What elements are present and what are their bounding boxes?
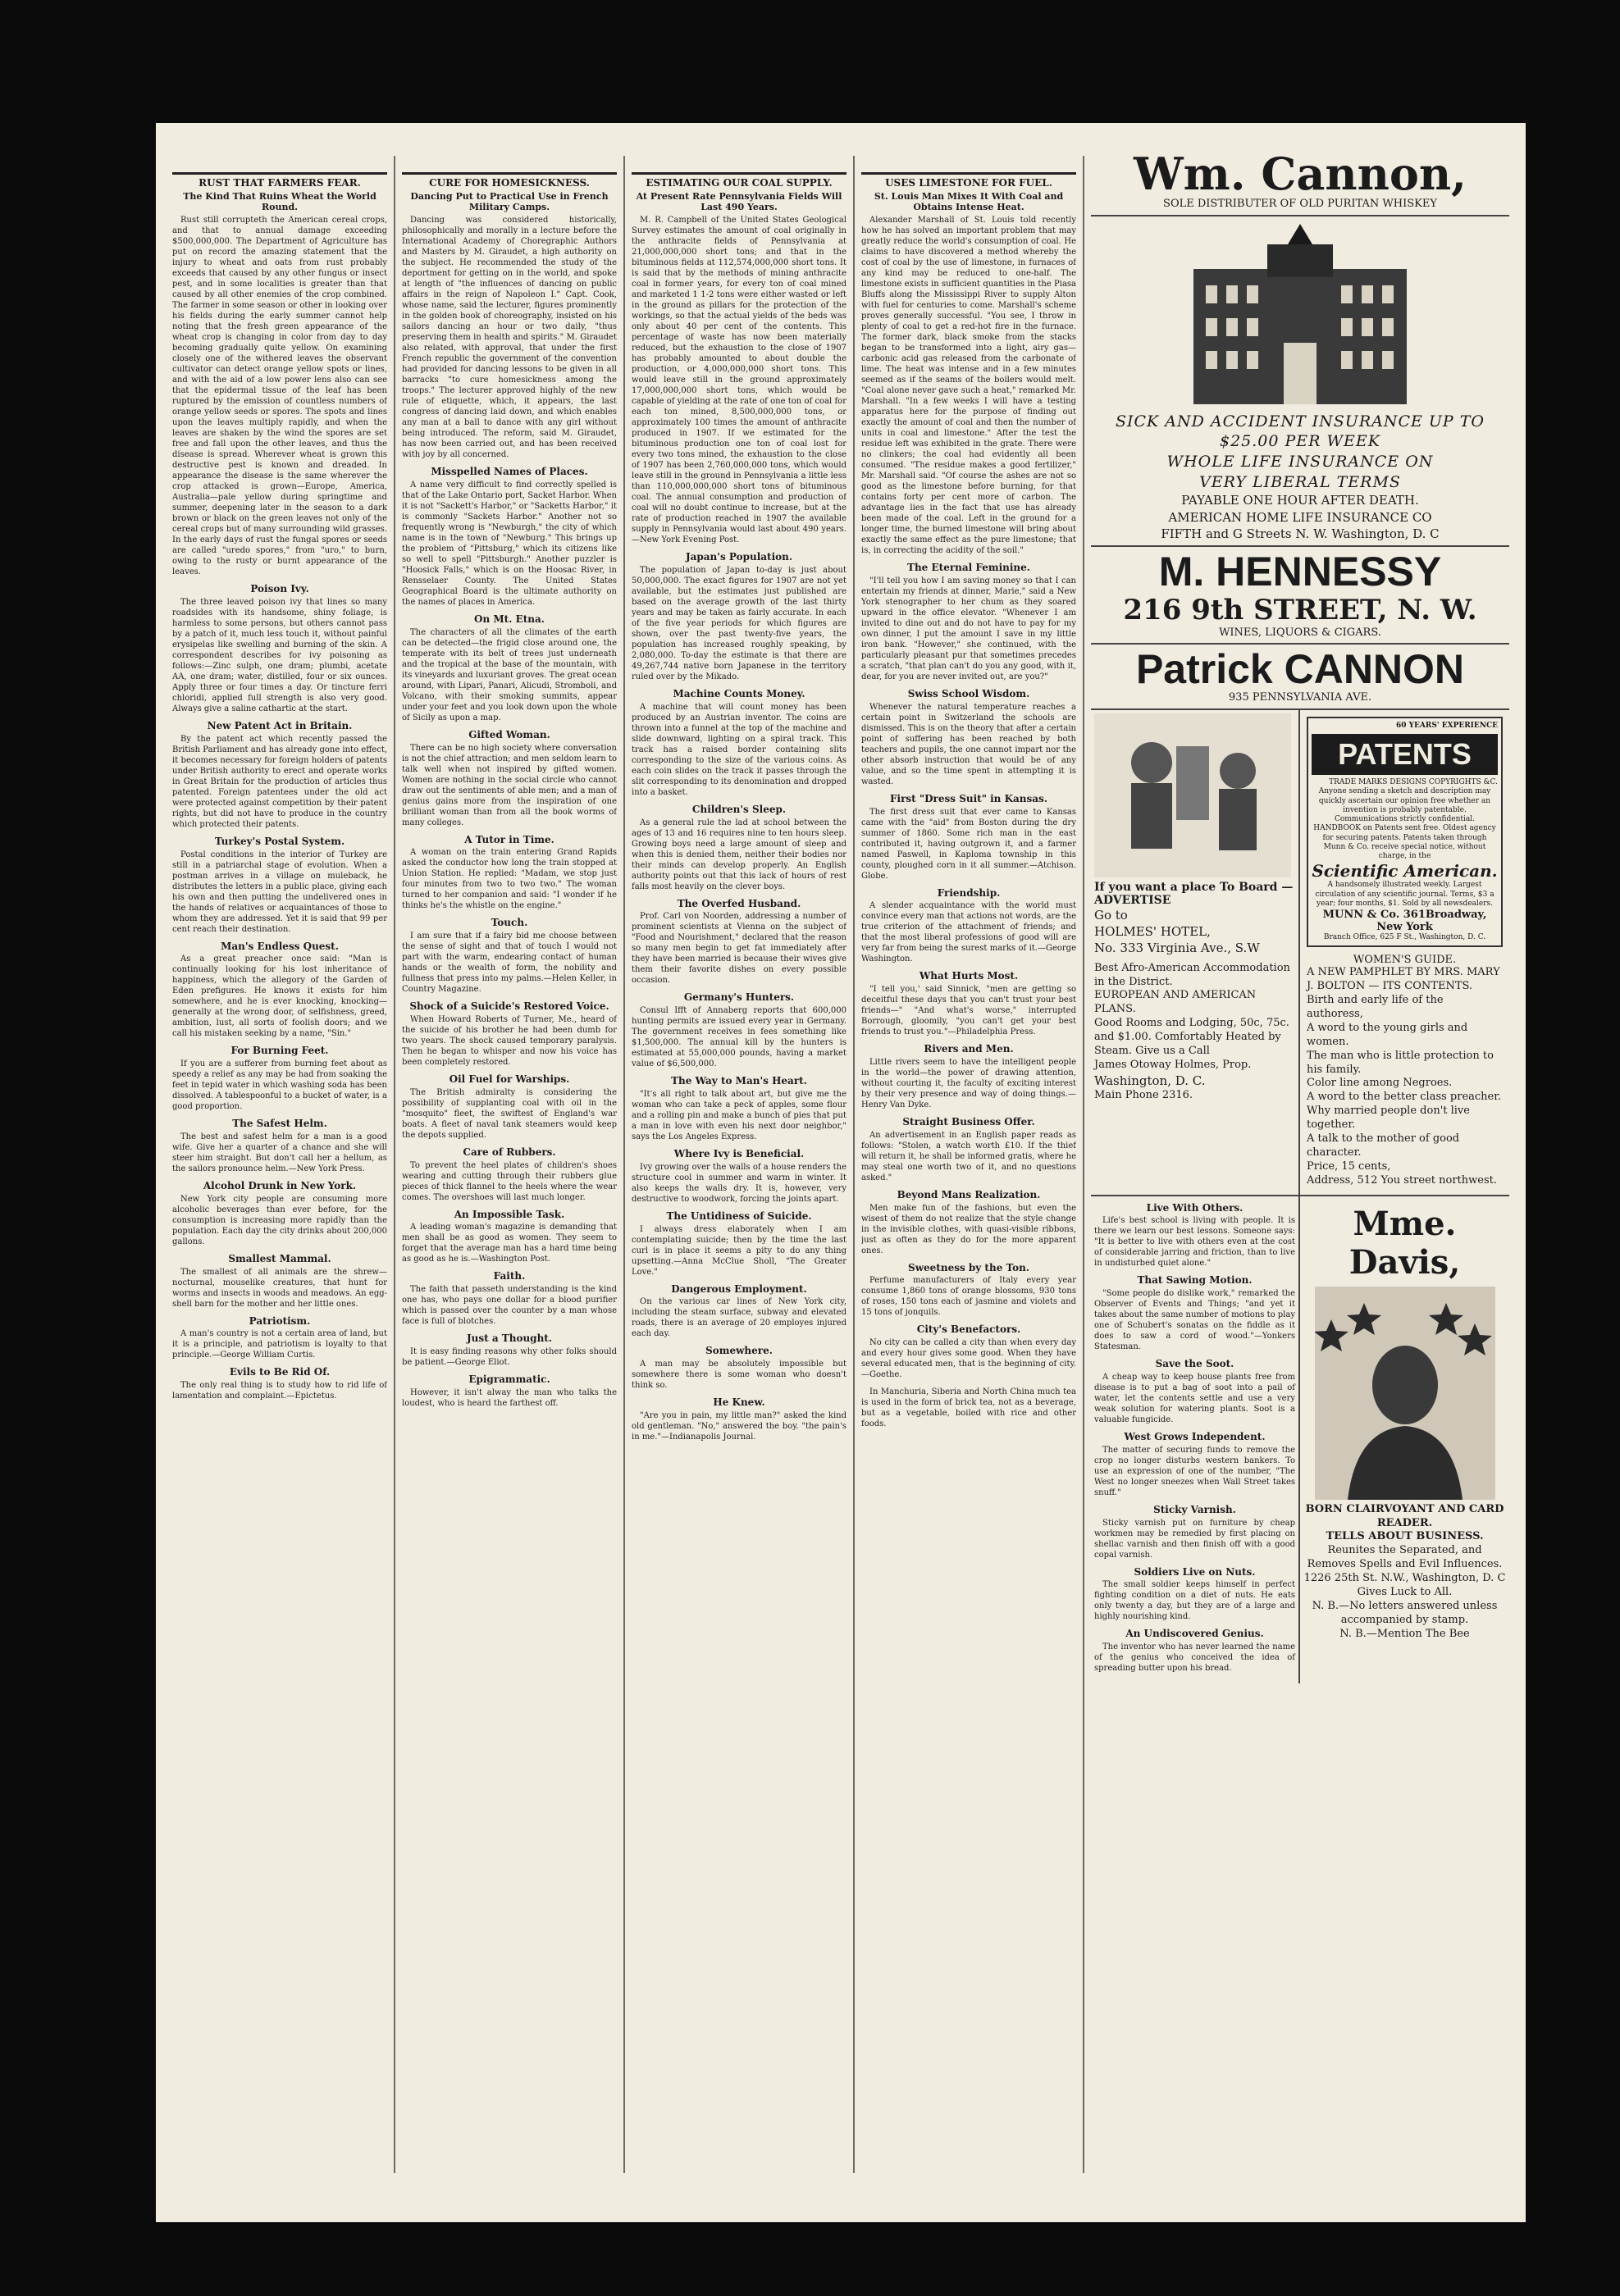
article-body: Sticky varnish put on furniture by cheap workmen may be remedied by first placing on shellac varnish and then finish off with a good copal varnish. <box>1094 1518 1295 1560</box>
article-headline: A Tutor in Time. <box>464 833 554 845</box>
article-body: Dancing was considered historically, philosophically and morally in a lecture before the International Academy of Choregraphic Authors and Masters by M. Giraudet, a high authority on the subject. He recommended the study of the deportment for getting on in the world, and spoke at length of "the influences of dancing on public affairs in the reign of Napoleon I." Capt. Cook, whose name, said the lecturer, figures prominently in the golden book of choreography, insisted on his sailors dancing an hour or two daily, "thus preserving them in health and spirits." M. Giraudet also related, with approval, that under the first French republic the government of the convention had provided for dancing lessons to be given in all barracks "to cure homesickness among the troops." The lecturer approved highly of the new rule of etiquette, which, it appears, the last congress of dancing laid down, and which enables any man at a ball to dance with any girl without being introduced. The reform, said M. Giraudet, has now been carried out, and has been received with joy by all concerned. <box>402 216 617 460</box>
article <box>861 689 1076 787</box>
article-body: "I'll tell you how I am saving money so that I can entertain my friends at dinner, Marie," said a New York stenographer to her chum as they soared upward in the office elevator. "Whenever I am invited to dine out and do not have to pay for my own dinner, I put the amount I save in my little iron bank. "However," she continued, with the particularly pleasant pur that sometimes precedes a scratch, "that plan can't do you any good, with it, dear, for you are never invited out, are you?" <box>861 576 1076 681</box>
guide-title: WOMEN'S GUIDE. <box>1353 954 1457 967</box>
holmes-city: Washington, D. C. <box>1094 1073 1206 1088</box>
cannon-line: SOLE DISTRIBUTER OF OLD PURITAN WHISKEY <box>1163 197 1437 210</box>
article <box>1094 1203 1295 1269</box>
article <box>402 178 617 460</box>
article-headline: Save the Soot. <box>1155 1358 1234 1370</box>
article-body: Perfume manufacturers of Italy every year consume 1,860 tons of orange blossoms, 930 tons of roses, 150 tons each of jasmine and violets and 15 tons of jonquils. <box>861 1276 1076 1318</box>
article-body: If you are a sufferer from burning feet about as speedy a relief as any may be had from soaking the feet in tepid water in which washing soda has been dissolved. A tablespoonful to a bucket of water, is a good proportion. <box>172 1059 387 1112</box>
article <box>402 1374 617 1409</box>
article-headline: Sweetness by the Ton. <box>908 1261 1029 1273</box>
holmes-goto: Go to <box>1094 907 1128 922</box>
article-headline: The Eternal Feminine. <box>907 562 1030 574</box>
insurance-line-3: VERY LIBERAL TERMS <box>1199 472 1401 491</box>
article <box>632 552 847 682</box>
article-headline: Turkey's Postal System. <box>214 835 345 847</box>
mme-name: Mme. Davis, <box>1348 1204 1461 1282</box>
article <box>402 918 617 995</box>
article-headline: What Hurts Most. <box>919 970 1019 982</box>
article <box>402 1271 617 1327</box>
mme-line: N. B.—Mention The Bee <box>1339 1627 1470 1640</box>
article <box>1094 1505 1295 1560</box>
article <box>1094 1629 1295 1674</box>
article-headline: Friendship. <box>937 886 1001 899</box>
hennessy-address: 216 9th STREET, N. W. <box>1123 593 1477 626</box>
ad-row <box>1091 710 1509 1195</box>
article-headline: RUST THAT FARMERS FEAR. <box>199 177 361 189</box>
article-headline: Man's Endless Quest. <box>221 940 339 952</box>
article-headline: CURE FOR HOMESICKNESS. <box>429 177 590 189</box>
article-headline: The Overfed Husband. <box>677 897 801 909</box>
article-body: A man may be absolutely impossible but somewhere there is some woman who doesn't think so. <box>632 1360 847 1391</box>
holmes-best: Best Afro-American Accommodation in the District. <box>1094 961 1290 988</box>
article-headline: First "Dress Suit" in Kansas. <box>890 792 1047 804</box>
article-headline: Epigrammatic. <box>468 1373 550 1385</box>
insurance-ad <box>1091 216 1509 548</box>
article <box>861 1190 1076 1256</box>
column-top-rule <box>402 172 617 175</box>
article-headline: Somewhere. <box>705 1345 773 1357</box>
column-top-rule <box>632 172 847 175</box>
article-body: The characters of all the climates of the earth can be detected—the frigid close around one, the temperate with its belt of trees just underneath and the tropical at the base of the mountain, with its vineyards and luxuriant groves. The great ocean around, with Lipari, Panari, Alicudi, Stromboli, and Volcano, with their smoking summits, appear under your feet and you look down upon the whole of Sicily as upon a map. <box>402 627 617 722</box>
mme-line: 1226 25th St. N.W., Washington, D. C <box>1303 1572 1506 1585</box>
article <box>632 178 847 545</box>
article-headline: Children's Sleep. <box>691 803 787 815</box>
article-headline: West Grows Independent. <box>1124 1431 1266 1442</box>
guide-line: The man who is little protection to his family. <box>1307 1049 1494 1076</box>
article-headline: Poison Ivy. <box>250 583 309 595</box>
article-headline: For Burning Feet. <box>230 1045 329 1057</box>
article <box>172 1118 387 1174</box>
article <box>402 467 617 608</box>
article <box>1094 1567 1295 1623</box>
article-headline: An Undiscovered Genius. <box>1125 1628 1264 1640</box>
newspaper-page <box>156 123 1526 2222</box>
article-subhead: Dancing Put to Practical Use in French Military Camps. <box>410 190 609 212</box>
holmes-hotel: HOLMES' HOTEL, <box>1094 924 1211 940</box>
mme-line: Reunites the Separated, and Removes Spells and Evil Influences. <box>1307 1544 1503 1571</box>
article-body: The population of Japan to-day is just about 50,000,000. The exact figures for 1907 are not yet available, but the estimates just published are based on the average growth of the last thirty years and may be taken as fairly accurate. In each of the five year periods for which figures are shown, over the past twenty-five years, the population has increased roughly speaking, by 2,080,000. To-day the estimate is that there are 49,267,744 native born Japanese in the territory ruled over by the Mikado. <box>632 565 847 681</box>
article-body: An advertisement in an English paper reads as follows: "Stolen, a watch worth £10. If the thief will return it, he shall be informed gratis, where he may steal one worth two of it, and no questions asked." <box>861 1130 1076 1182</box>
article-body: As a great preacher once said: "Man is continually looking for his lost inheritance of happiness, which the allegory of the Garden of Eden prefigures. He knows it exists for him somewhere, and he is ever knocking, knocking—generally at the wrong door, of selfishness, greed, ambition, lust, all sorts of foolish doors; and we call his mistaken seeking by a name, "Sin." <box>172 954 387 1039</box>
article-headline: City's Benefactors. <box>916 1323 1021 1336</box>
article-headline: Soldiers Live on Nuts. <box>1134 1565 1256 1578</box>
article <box>632 804 847 892</box>
article <box>632 1211 847 1278</box>
guide-line: Birth and early life of the authoress, <box>1307 994 1444 1021</box>
article <box>632 1149 847 1205</box>
article-body: The smallest of all animals are the shrew—nocturnal, mouselike creatures, that hunt for worms and insects in woods and meadows. An egg-shell barn for the mother and her little ones. <box>172 1267 387 1309</box>
article <box>172 584 387 714</box>
holmes-prop: James Otoway Holmes, Prop. <box>1094 1058 1252 1071</box>
article <box>172 178 387 577</box>
article-body: When Howard Roberts of Turner, Me., heard of the suicide of his brother he had been dumb for two years. The shock caused temporary paralysis. Then he began to whisper and now his voice has been completely restored. <box>402 1014 617 1067</box>
ad-column <box>1091 148 1509 2165</box>
article-body: A cheap way to keep house plants free from disease is to put a bag of soot into a pail of water, let the contents settle and use a very weak solution for watering plants. Soot is a valuable fungicide. <box>1094 1373 1295 1424</box>
article-headline: Just a Thought. <box>466 1332 553 1345</box>
cannon-name: Wm. Cannon, <box>1134 148 1467 200</box>
article-body: M. R. Campbell of the United States Geological Survey estimates the amount of coal originally in the anthracite fields of Pennsylvania at 21,000,000,000 short tons; and that in the bituminous fields at 112,574,000,000 short tons. It is said that by the methods of mining anthracite coal in former years, for every ton of coal mined and marketed 1 1-2 tons were either wasted or left in the ground as pillars for the protection of the workings, so that the actual yields of the beds was only about 40 per cent of the contents. This percentage of waste has now been materially reduced, but the exhaustion to the close of 1907 has probably amounted to about double the production, or 4,000,000,000 short tons. This would leave still in the ground approximately 17,000,000,000 short tons, which would be capable of yielding at the rate of one ton of coal for each ton mined, 8,500,000,000 tons, or approximately 100 times the amount of anthracite produced in 1907. If we estimated for the bituminous production one ton of coal lost for every two tons mined, the exhaustion to the close of 1907 has been 2,760,000,000 tons, which would leave still in the ground in Pennsylvania a little less than 110,000,000,000 short tons of bituminous coal. The annual consumption and production of coal will no doubt continue to increase, but at the rate of production reached in 1907 the available supply in Pennsylvania would last about 490 years.—New York Evening Post. <box>632 216 847 545</box>
column-3 <box>632 172 847 2157</box>
article-headline: Care of Rubbers. <box>463 1146 556 1158</box>
article-body: A slender acquaintance with the world must convince every man that actions not words, are the true criterion of the attachment of friends; and that the most liberal professions of good will are very far from being the surest marks of it.—George Washington. <box>861 901 1076 964</box>
building-illustration <box>1177 220 1423 408</box>
article-body: Alexander Marshall of St. Louis told recently how he has solved an important problem that may greatly reduce the world's consumption of coal. He claims to have discovered a method whereby the cost of coal by the use of limestone, in furnaces of any kind may be reduced to one-half. The limestone exists in sufficient quantities in the Piasa Bluffs along the Mississippi River to supply Alton with fuel for centuries to come. Marshall's scheme proves generally successful. "You see, I throw in plenty of coal to get a red-hot fire in the furnace. The former dark, black smoke from the stacks began to be transformed into a light, airy gas—carbonic acid gas released from the carbonate of lime. The heat was intense and in a few minutes seemed as if the seams of the boilers would melt. "Coal alone never gave such a heat," remarked Mr. Marshall. "In a few weeks I will have a testing apparatus here for the purpose of finding out exactly the amount of coal and then the number of units in coal and limestone." After the test the residue left was exhibited in the grate. There were no clinkers; the coal had evidently all been consumed. "The residue makes a good fertilizer," Mr. Marshall said. "Of course the ashes are not so good as the limestone before burning, for that contains forty per cent more of carbon. The advantage lies in the fact that use has already been made of the coal. Left in the ground for a longer time, the burned limestone will bring about exactly the same effect as the pure limestone; that is, in correcting the acidity of the soil." <box>861 216 1076 556</box>
article-body: A machine that will count money has been produced by an Austrian inventor. The coins are thrown into a funnel at the top of the machine and slide downward, lighting on a spiral track. This track has a raised border containing slits corresponding to the size of the various coins. As each coin slides on the track it passes through the slit corresponding to its denomination and dropped into a basket. <box>632 702 847 797</box>
article-subhead: The Kind That Ruins Wheat the World Round. <box>183 190 376 212</box>
patents-marks: TRADE MARKS DESIGNS COPYRIGHTS &C. <box>1329 778 1498 787</box>
article <box>861 1263 1076 1319</box>
holmes-plan: EUROPEAN AND AMERICAN PLANS. <box>1094 989 1257 1016</box>
hennessy-line: WINES, LIQUORS & CIGARS. <box>1219 626 1381 639</box>
article-body: The faith that passeth understanding is the kind one has, who pays one dollar for a blood purifier which is passed over the counter by a man whose face is full of blotches. <box>402 1285 617 1327</box>
patrick-name: Patrick CANNON <box>1135 646 1465 693</box>
insurance-company: AMERICAN HOME LIFE INSURANCE CO <box>1168 509 1432 525</box>
article-headline: Touch. <box>491 917 528 929</box>
mme-line: Gives Luck to All. <box>1357 1585 1453 1598</box>
article-headline: Alcohol Drunk in New York. <box>203 1179 357 1191</box>
article <box>172 721 387 830</box>
article <box>402 1147 617 1203</box>
article-headline: Evils to Be Rid Of. <box>229 1366 331 1378</box>
article-body: No city can be called a city than when every day and every hour gives some good. When they have several educated men, that is the beginning of city.—Goethe. <box>861 1338 1076 1380</box>
patents-branch: Branch Office, 625 F St., Washington, D. C. <box>1323 933 1486 942</box>
article-body: The best and safest helm for a man is a good wife. Give her a quarter of a chance and she will steer him straight. But don't call her a hellum, as the sailors pronounce helm.—New York Press. <box>172 1132 387 1173</box>
guide-line: Color line among Negroes. <box>1307 1077 1453 1090</box>
article-subhead: St. Louis Man Mixes It With Coal and Obtains Intense Heat. <box>874 190 1064 212</box>
holmes-address: No. 333 Virginia Ave., S.W <box>1094 941 1260 956</box>
article <box>861 178 1076 556</box>
article-headline: Smallest Mammal. <box>228 1252 331 1264</box>
article-body: In Manchuria, Siberia and North China much tea is used in the form of brick tea, not as a beverage, but as a vegetable, boiled with rice and other foods. <box>861 1387 1076 1429</box>
article-headline: Straight Business Offer. <box>902 1115 1035 1128</box>
column-rule <box>1083 156 1084 2173</box>
article-body: New York city people are consuming more alcoholic beverages than ever before, for the consumption is increasing more rapidly than the population. Each day the city drinks about 200,000 gallons. <box>172 1194 387 1246</box>
article-headline: An Impossible Task. <box>454 1208 565 1220</box>
guide-line: A NEW PAMPHLET BY MRS. MARY J. BOLTON — ITS CONTENTS. <box>1307 966 1500 993</box>
womens-guide-ad <box>1303 950 1506 1191</box>
article-body: "Some people do dislike work," remarked the Observer of Events and Things; "and yet it takes about the same number of motions to play one of Schubert's sonatas on the fiddle as it does to saw a cord of wood."—Yonkers Statesman. <box>1094 1289 1295 1352</box>
insurance-line-2: WHOLE LIFE INSURANCE ON <box>1166 452 1434 471</box>
article-headline: ESTIMATING OUR COAL SUPPLY. <box>646 177 833 189</box>
holmes-rooms: Good Rooms and Lodging, 50c, 75c. and $1.00. Comfortably Heated by Steam. Give us a Call <box>1094 1017 1289 1057</box>
article-body: It is easy finding reasons why other folks should be patient.—George Eliot. <box>402 1346 617 1367</box>
article <box>861 888 1076 965</box>
article-headline: On Mt. Etna. <box>474 613 545 625</box>
article-headline: Rivers and Men. <box>924 1043 1014 1055</box>
guide-line: Price, 15 cents, <box>1307 1159 1391 1173</box>
column-top-rule <box>172 172 387 175</box>
hennessy-name: M. HENNESSY <box>1158 549 1442 595</box>
guide-line: Why married people don't live together. <box>1307 1105 1470 1132</box>
article-headline: Patriotism. <box>249 1314 311 1327</box>
article <box>861 1117 1076 1183</box>
article <box>402 614 617 723</box>
mme-line: BORN CLAIRVOYANT AND CARD READER. <box>1305 1502 1504 1529</box>
mme-line: N. B.—No letters answered unless accompanied by stamp. <box>1312 1599 1498 1626</box>
cannon-ad <box>1091 148 1509 216</box>
article-body: Little rivers seem to have the intelligent people in the world—the power of drawing attention, without courting it, the faculty of exciting interest by their very presence and way of doing things.—Henry Van Dyke. <box>861 1057 1076 1109</box>
article-body: Rust still corrupteth the American cereal crops, and that to annual damage exceeding $500,000,000. The Department of Agriculture has put on record the amazing statement that the injury to wheat and oats from rust probably exceeds that caused by any other fungus or insect pest, and in some localities is greater than that caused by all other enemies of the crop combined. The farmer in some season or other in looking over his fields during the early summer cannot help noting that the fresh green appearance of the wheat crop is changing in color from day to day becoming gradually quite yellow. On examining closely one of the withered leaves the observant cultivator can detect orange yellow spots or lines, and with the aid of a low power lens also can see that the epidermal tissue of the leaf has been ruptured by the emission of countless numbers of orange yellow seeds or spores. The spots and lines upon the leaves multiply rapidly, and when the leaves are shaken by the wind the spores are set free and fall upon the other leaves, and thus the disease is spread. Wherever wheat is grown this destructive pest is known and dreaded. In appearance the disease is the same wherever the crop attacked is grown—Europe, America, Australia—pale yellow during springtime and summer, deepening later in the season to a dark brown or black on the green leaves not only of the cereal crops but of many surrounding wild grasses. In the early days of rust the fungal spores or seeds are called "uredo spores," from "uro," to burn, owing to the rusty or burnt appearance of the leaves. <box>172 216 387 577</box>
article <box>1094 1432 1295 1498</box>
holmes-caption: If you want a place To Board — ADVERTISE <box>1094 880 1294 907</box>
article-body: Prof. Carl von Noorden, addressing a number of prominent scientists at Vienna on the subject of "Food and Nourishment," declared that the reason so many men begin to get fat immediately after they have been married is because their wives give them their favorite dishes on every possible occasion. <box>632 912 847 986</box>
article <box>861 1044 1076 1110</box>
holmes-ad <box>1091 710 1300 1195</box>
article-body: The small soldier keeps himself in perfect fighting condition on a diet of nuts. He eats only twenty a day, but they are of a large and highly nourishing kind. <box>1094 1580 1295 1622</box>
column-4 <box>861 172 1076 2157</box>
article <box>632 689 847 798</box>
article <box>172 941 387 1040</box>
article <box>402 1333 617 1368</box>
patents-years: 60 YEARS' EXPERIENCE <box>1395 721 1498 730</box>
patents-munn: MUNN & Co. 361Broadway, New York <box>1322 909 1487 934</box>
column-2 <box>402 172 617 2157</box>
article-headline: The Untidiness of Suicide. <box>666 1210 812 1222</box>
column-top-rule <box>861 172 1076 175</box>
article <box>172 1181 387 1247</box>
article <box>1094 1359 1295 1425</box>
article-body: I always dress elaborately when I am contemplating suicide; then by the time the last curl is in place it seems a pity to do any thing upsetting.—Anna McClue Sholl, "The Greater Love." <box>632 1224 847 1277</box>
article <box>861 971 1076 1037</box>
patents-body: Anyone sending a sketch and description may quickly ascertain our opinion free whether an invention is probably patentable. Communications strictly confidential. HANDBOOK on Patents sent free. Oldest agency for securing patents. Patents taken through Munn & Co. receive special notice, without charge, in the <box>1313 787 1496 861</box>
article <box>402 1074 617 1141</box>
article-headline: Faith. <box>493 1270 526 1282</box>
boarding-illustration <box>1094 713 1291 877</box>
patents-sci: Scientific American. <box>1312 861 1498 882</box>
patents-ad <box>1307 717 1503 948</box>
article-subhead: At Present Rate Pennsylvania Fields Will Last 490 Years. <box>636 190 842 212</box>
article-headline: Germany's Hunters. <box>683 991 795 1004</box>
article-headline: Machine Counts Money. <box>673 687 805 699</box>
article-body: On the various car lines of New York city, including the steam surface, subway and elevated roads, there is an average of 20 employes injured each day. <box>632 1297 847 1339</box>
article-body: The three leaved poison ivy that lines so many roadsides with its handsome, shiny foliage, is harmless to some persons, but others cannot pass by a patch of it, much less touch it, without painful erysipelas like swelling and burning of the skin. A correspondent describes for ivy poisoning as follows:—Zinc sulph, one dram; plumbi, acetate AA, one dram; water, distilled, four or six ounces. Apply three or four times a day. Or tincture ferri chloridi, applied full strength is also very good. Always give a saline cathartic at the start. <box>172 597 387 713</box>
article-body: As a general rule the lad at school between the ages of 13 and 16 requires nine to ten hours sleep. Growing boys need a large amount of sleep and when this is denied them, neither their bodies nor their minds can develop properly. An English authority points out that this lack of hours of rest falls most heavily on the clever boys. <box>632 818 847 891</box>
article <box>861 1324 1076 1380</box>
article <box>861 794 1076 882</box>
article <box>172 1046 387 1112</box>
article-headline: That Sawing Motion. <box>1137 1274 1253 1287</box>
guide-line: Address, 512 You street northwest. <box>1307 1173 1497 1187</box>
column-rule <box>623 156 625 2173</box>
article-headline: Beyond Mans Realization. <box>897 1188 1041 1200</box>
article-headline: Shock of a Suicide's Restored Voice. <box>409 1000 609 1013</box>
article <box>172 1316 387 1361</box>
article <box>632 899 847 986</box>
column-rule <box>853 156 855 2173</box>
article-body: "It's all right to talk about art, but give me the woman who can take a peck of apples, some flour and a rolling pin and make a bunch of pies that put a man in love with even his next door neighbor," says the Los Angeles Express. <box>632 1089 847 1141</box>
article <box>402 1001 617 1068</box>
article-body: A name very difficult to find correctly spelled is that of the Lake Ontario port, Sacket Harbor. When it is not "Sackett's Harbor," or "Sacketts Harbor," it is commonly "Sackets Harbor." Another not so frequently wrong is "Newburgh," the city of which name is in the town of "Newburg." This brings up the problem of "Pittsburg," which its citizens like so well to spell "Pittsburgh." Another puzzler is "Hoosick Falls," which is on the Hoosac River, in Rensselaer County. The United States Geographical Board is the ultimate authority on the names of places in America. <box>402 480 617 607</box>
insurance-address: FIFTH and G Streets N. W. Washington, D. C <box>1161 526 1440 541</box>
article-body: I am sure that if a fairy bid me choose between the sense of sight and that of touch I would not part with the warm, endearing contact of human hands or the wealth of form, the nobility and fullness that press into my palms.—Helen Keller, in Country Magazine. <box>402 932 617 995</box>
article-body: Life's best school is living with people. It is there we learn our best lessons. Someone says: "It is better to live with others even at the cost of considerable jarring and friction, than to live in undisturbed quiet alone." <box>1094 1216 1295 1269</box>
article-body: The matter of securing funds to remove the crop no longer disturbs western bankers. To use an expression of one of the number, "The West no longer sneezes when Wall Street takes snuff." <box>1094 1445 1295 1497</box>
insurance-pay: PAYABLE ONE HOUR AFTER DEATH. <box>1181 493 1419 508</box>
article-body: Ivy growing over the walls of a house renders the structure cool in summer and warm in winter. It also keeps the walls dry. It is, however, very destructive to woodwork, forcing the joints apart. <box>632 1162 847 1204</box>
article-headline: Gifted Woman. <box>468 728 550 740</box>
holmes-phone: Main Phone 2316. <box>1094 1088 1193 1101</box>
article-headline: Where Ivy is Beneficial. <box>673 1147 805 1159</box>
article-headline: He Knew. <box>713 1396 765 1409</box>
article <box>632 1284 847 1340</box>
article-headline: The Way to Man's Heart. <box>671 1075 807 1087</box>
article-headline: Oil Fuel for Warships. <box>449 1073 570 1085</box>
article-body: The first dress suit that ever came to Kansas came with the "aid" from Boston during the dry summer of 1860. Some rich man in the east contributed it, having outgrown it, and a farmer named Paswell, in Kaploma township in this county, ploughed corn in it all summer.—Atchison. Globe. <box>861 807 1076 881</box>
column-1 <box>172 172 387 2157</box>
patents-word: PATENTS <box>1312 734 1498 775</box>
article-headline: Sticky Varnish. <box>1153 1503 1236 1515</box>
article-body: The only real thing is to study how to rid life of lamentation and complaint.—Epictetus. <box>172 1381 387 1401</box>
article-body: Consul Ifft of Annaberg reports that 600,000 hunting permits are issued every year in Germany. The government receives in fees something like $1,500,000. The annual kill by the hunters is estimated at 55,000,000 pounds, having a market value of $6,500,000. <box>632 1006 847 1069</box>
patents-sci-body: A handsomely illustrated weekly. Largest circulation of any scientific journal. Terms, $3 a year; four months, $1. Sold by all newsdealers. <box>1315 881 1495 908</box>
mme-davis-ad <box>1300 1196 1509 1684</box>
article-body: Whenever the natural temperature reaches a certain point in Switzerland the schools are dismissed. This is on the theory that after a certain point of suffering has been reached by both teachers and pupils, the one cannot impart nor the other absorb instruction that would be of any value, and so the time spent in attempting it is wasted. <box>861 702 1076 786</box>
article <box>172 836 387 935</box>
portrait-illustration <box>1315 1287 1495 1500</box>
article-headline: USES LIMESTONE FOR FUEL. <box>885 177 1052 189</box>
article <box>632 1346 847 1391</box>
article <box>632 992 847 1069</box>
article <box>172 1254 387 1310</box>
article-body: However, it isn't alway the man who talks the loudest, who is heard the farthest off. <box>402 1387 617 1408</box>
article <box>861 1387 1076 1429</box>
guide-line: A talk to the mother of good character. <box>1307 1132 1460 1159</box>
article <box>632 1076 847 1142</box>
article-headline: Japan's Population. <box>685 551 793 563</box>
article-headline: New Patent Act in Britain. <box>207 719 353 731</box>
article-headline: Dangerous Employment. <box>671 1282 807 1295</box>
hennessy-ad <box>1091 547 1509 645</box>
lower-articles <box>1091 1196 1300 1684</box>
article-body: By the patent act which recently passed the British Parliament and has already gone into effect, it becomes necessary for foreign holders of patents under British authority to erect and operate works in Great Britain for the production of articles thus patented. Foreign patentees under the old act were protected against competition by their patent rights, but did not have to produce in the country which protected their patents. <box>172 734 387 829</box>
article-headline: Swiss School Wisdom. <box>907 687 1030 699</box>
article <box>402 835 617 912</box>
insurance-line-1: SICK AND ACCIDENT INSURANCE UP TO $25.00 PER WEEK <box>1116 412 1485 451</box>
article-body: There can be no high society where conversation is not the chief attraction; and men seldom learn to talk well when not inspired by gifted women. Women are nothing in the social circle who cannot draw out the sentiments of able men; and a man of genius gains more from the inspiration of one brilliant woman than from all the book worms of many colleges. <box>402 743 617 827</box>
article-body: Postal conditions in the interior of Turkey are still in a patriarchal stage of evolution. When a postman arrives in a village on muleback, he distributes the letters in a public place, giving each his own and then putting the undelivered ones in the hands of relatives or acquaintances of those to whom they are addressed. Yet it is said that 99 per cent reach their destination. <box>172 850 387 934</box>
article <box>402 730 617 828</box>
patents-column <box>1300 710 1509 1195</box>
article <box>1094 1275 1295 1352</box>
article-headline: The Safest Helm. <box>232 1118 327 1130</box>
article-body: A woman on the train entering Grand Rapids asked the conductor how long the train stopped at Union Station. He replied: "Madam, we stop just four minutes from two to two two." The woman turned to her companion and said: "I wonder if he thinks he's the whistle on the engine." <box>402 848 617 911</box>
article-body: To prevent the heel plates of children's shoes wearing and cutting through their rubbers glue pieces of thick flannel to the heels where the wear comes. The overshoes will last much longer. <box>402 1160 617 1202</box>
article-body: Men make fun of the fashions, but even the wisest of them do not realize that the style change in the invisible clothes, with quasi-visible ribbons, just as often as they do for the more apparent ones. <box>861 1203 1076 1255</box>
column-rule <box>394 156 395 2173</box>
article-body: A leading woman's magazine is demanding that men shall be as good as women. They seem to forget that the average man has a hard time being as good as he is.—Washington Post. <box>402 1223 617 1264</box>
article-body: The inventor who has never learned the name of the genius who conceived the idea of spreading butter upon his bread. <box>1094 1642 1295 1674</box>
article-headline: Live With Others. <box>1146 1201 1244 1214</box>
article <box>402 1210 617 1265</box>
article-headline: Misspelled Names of Places. <box>431 466 588 478</box>
article <box>861 563 1076 682</box>
article-body: The British admiralty is considering the possibility of supplanting coal with oil in the "mosquito" fleet, the swiftest of England's war boats. A fleet of naval tank steamers would keep the depots supplied. <box>402 1087 617 1140</box>
patrick-address: 935 PENNSYLVANIA AVE. <box>1228 690 1372 704</box>
lower-row <box>1091 1195 1509 1684</box>
article-body: A man's country is not a certain area of land, but it is a principle, and patriotism is loyalty to that principle.—George William Curtis. <box>172 1329 387 1360</box>
mme-line: TELLS ABOUT BUSINESS. <box>1326 1530 1484 1543</box>
article <box>172 1367 387 1401</box>
guide-line: A word to the young girls and women. <box>1307 1021 1468 1048</box>
guide-line: A word to the better class preacher. <box>1307 1091 1502 1104</box>
article-body: "Are you in pain, my little man?" asked the kind old gentleman. "No," answered the boy. "the pain's in me."—Indianapolis Journal. <box>632 1410 847 1442</box>
article <box>632 1397 847 1442</box>
patrick-cannon-ad <box>1091 645 1509 709</box>
article-body: "I tell you,' said Sinnick, "men are getting so deceitful these days that you can't trust your best friends—" "And what's worse," interrupted Borrough, gloomily, "you can't get your best friends to trust you."—Philadelphia Press. <box>861 985 1076 1037</box>
